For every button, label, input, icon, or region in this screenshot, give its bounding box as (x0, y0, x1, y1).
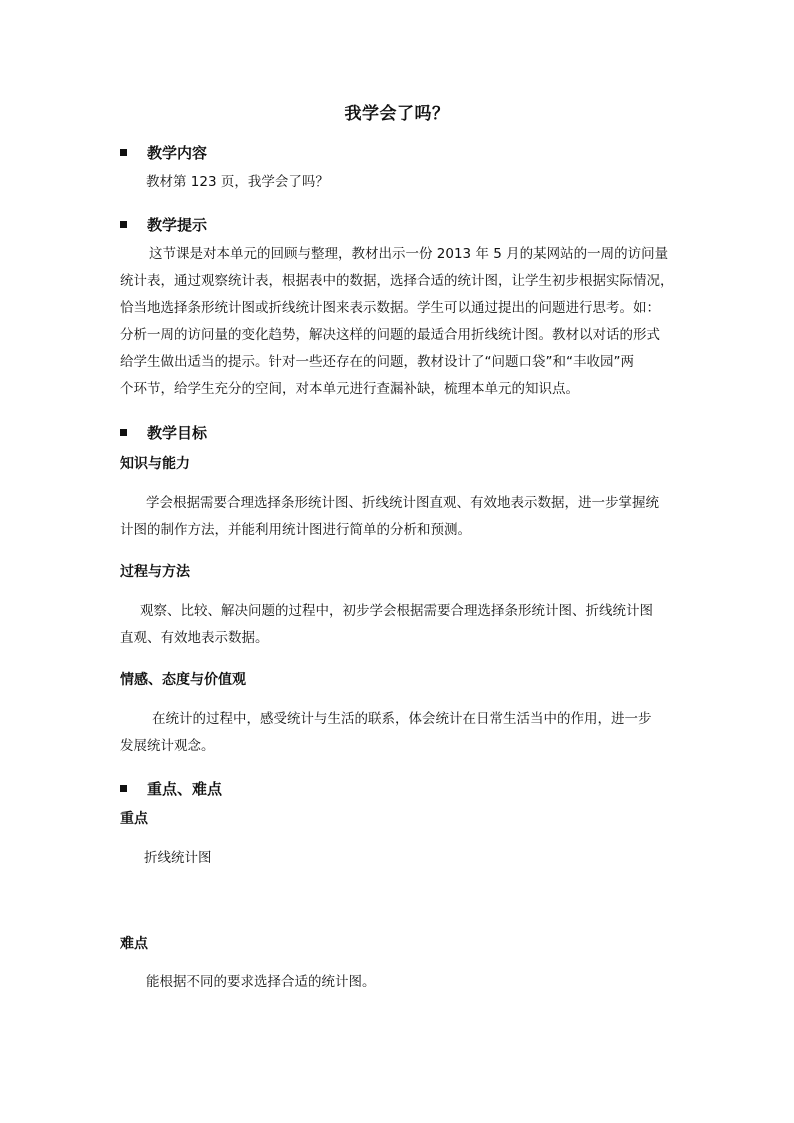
content-paragraph (146, 169, 706, 196)
square-bullet-icon (120, 429, 127, 436)
tips-line: 这节课是对本单元的回顾与整理，教材出示一份 2013 年 5 月的某网站的一周的访问量 (149, 246, 669, 262)
section-heading-tips (120, 214, 207, 235)
emotion-line: 发展统计观念。 (120, 738, 215, 754)
content-text: 教材第 123 页，我学会了吗？ (146, 174, 329, 190)
square-bullet-icon (120, 149, 127, 156)
tips-line: 个环节，给学生充分的空间，对本单元进行查漏补缺，梳理本单元的知识点。 (120, 381, 579, 397)
section-heading-key-text: 重点、难点 (147, 780, 223, 798)
section-heading-key (120, 778, 222, 799)
process-paragraph (120, 598, 680, 652)
process-line: 直观、有效地表示数据。 (120, 630, 269, 646)
subheading-process: 过程与方法 (120, 564, 190, 580)
difficulty-paragraph (146, 969, 706, 996)
knowledge-line: 学会根据需要合理选择条形统计图、折线统计图直观、有效地表示数据，进一步掌握统 (146, 495, 659, 511)
subheading-focus: 重点 (120, 811, 148, 827)
section-heading-content-text: 教学内容 (147, 144, 208, 162)
difficulty-text: 能根据不同的要求选择合适的统计图。 (146, 974, 376, 990)
section-heading-goals (120, 422, 207, 443)
tips-line: 统计表，通过观察统计表，根据表中的数据，选择合适的统计图，让学生初步根据实际情况， (120, 273, 674, 289)
square-bullet-icon (120, 221, 127, 228)
subheading-emotion: 情感、态度与价值观 (120, 672, 246, 688)
focus-text: 折线统计图 (144, 850, 212, 866)
emotion-paragraph (120, 706, 680, 760)
tips-line: 恰当地选择条形统计图或折线统计图来表示数据。学生可以通过提出的问题进行思考。如： (120, 300, 660, 316)
knowledge-line: 计图的制作方法，并能利用统计图进行简单的分析和预测。 (120, 522, 471, 538)
section-heading-goals-text: 教学目标 (147, 424, 208, 442)
tips-paragraph (120, 241, 680, 403)
document-title: 我学会了吗？ (344, 104, 450, 124)
process-line: 观察、比较、解决问题的过程中，初步学会根据需要合理选择条形统计图、折线统计图 (140, 603, 653, 619)
tips-line: 给学生做出适当的提示。针对一些还存在的问题，教材设计了“问题口袋”和“丰收园”两 (120, 354, 634, 370)
subheading-difficulty: 难点 (120, 936, 148, 952)
knowledge-paragraph (120, 490, 680, 544)
focus-paragraph (144, 845, 704, 872)
subheading-knowledge: 知识与能力 (120, 456, 190, 472)
tips-line: 分析一周的访问量的变化趋势，解决这样的问题的最适合用折线统计图。教材以对话的形式 (120, 327, 660, 343)
section-heading-content (120, 142, 207, 163)
square-bullet-icon (120, 785, 127, 792)
emotion-line: 在统计的过程中，感受统计与生活的联系，体会统计在日常生活当中的作用，进一步 (152, 711, 652, 727)
section-heading-tips-text: 教学提示 (147, 216, 208, 234)
